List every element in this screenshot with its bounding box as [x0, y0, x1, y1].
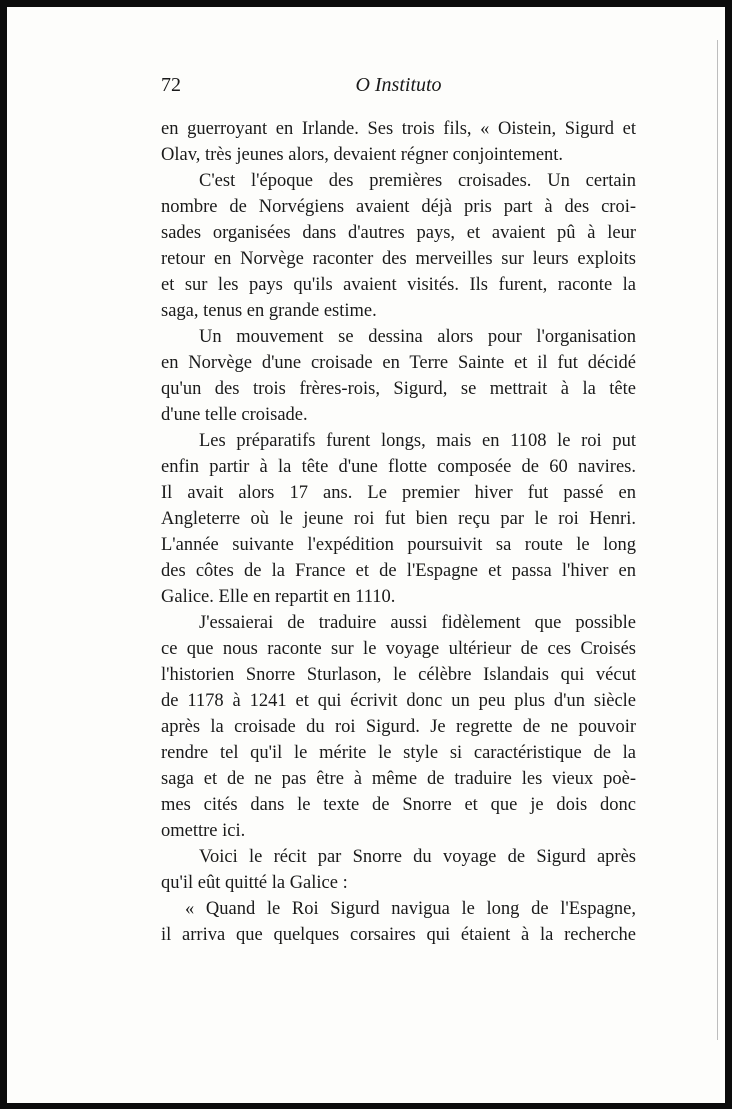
- text-line: en Norvège d'une croisade en Terre Sainte et il fut décidé: [161, 353, 636, 373]
- page-number: 72: [161, 74, 181, 96]
- text-line: saga, tenus en grande estime.: [161, 301, 377, 321]
- text-line: Un mouvement se dessina alors pour l'organisation: [199, 327, 636, 347]
- text-line: C'est l'époque des premières croisades. Un certain: [199, 171, 636, 191]
- text-line: ce que nous raconte sur le voyage ultérieur de ces Croisés: [161, 639, 636, 659]
- scan-border-right: [725, 0, 732, 1109]
- text-line: Angleterre où le jeune roi fut bien reçu par le roi Henri.: [161, 509, 636, 529]
- text-line: d'une telle croisade.: [161, 405, 308, 425]
- text-line: saga et de ne pas être à même de traduire les vieux poè-: [161, 769, 636, 789]
- page-header: [161, 74, 636, 102]
- text-line: rendre tel qu'il le mérite le style si caractéristique de la: [161, 743, 636, 763]
- text-line: des côtes de la France et de l'Espagne et passa l'hiver en: [161, 561, 636, 581]
- text-line: il arriva que quelques corsaires qui étaient à la recherche: [161, 925, 636, 945]
- text-line: qu'un des trois frères-rois, Sigurd, se mettrait à la tête: [161, 379, 636, 399]
- scan-border-bottom: [0, 1103, 732, 1109]
- text-line: J'essaierai de traduire aussi fidèlement que possible: [199, 613, 636, 633]
- running-title: O Instituto: [355, 74, 442, 96]
- text-line: de 1178 à 1241 et qui écrivit donc un peu plus d'un siècle: [161, 691, 636, 711]
- text-line: qu'il eût quitté la Galice :: [161, 873, 348, 893]
- text-line: « Quand le Roi Sigurd navigua le long de l'Espagne,: [185, 899, 636, 919]
- text-line: l'historien Snorre Sturlason, le célèbre Islandais qui vécut: [161, 665, 636, 685]
- text-line: en guerroyant en Irlande. Ses trois fils, « Oistein, Sigurd et: [161, 119, 636, 139]
- text-line: Voici le récit par Snorre du voyage de Sigurd après: [199, 847, 636, 867]
- text-line: retour en Norvège raconter des merveilles sur leurs exploits: [161, 249, 636, 269]
- scan-border-top: [0, 0, 732, 7]
- body-text: [161, 116, 636, 948]
- text-line: nombre de Norvégiens avaient déjà pris part à des croi-: [161, 197, 636, 217]
- text-line: sades organisées dans d'autres pays, et avaient pû à leur: [161, 223, 636, 243]
- text-line: enfin partir à la tête d'une flotte composée de 60 navires.: [161, 457, 636, 477]
- text-line: après la croisade du roi Sigurd. Je regrette de ne pouvoir: [161, 717, 636, 737]
- text-line: omettre ici.: [161, 821, 246, 841]
- text-line: Galice. Elle en repartit en 1110.: [161, 587, 396, 607]
- scan-border-left: [0, 0, 7, 1109]
- text-line: Olav, très jeunes alors, devaient régner conjointement.: [161, 145, 564, 165]
- page-edge-line: [717, 40, 718, 1040]
- text-line: Il avait alors 17 ans. Le premier hiver fut passé en: [161, 483, 636, 503]
- text-line: mes cités dans le texte de Snorre et que je dois donc: [161, 795, 636, 815]
- text-line: et sur les pays qu'ils avaient visités. Ils furent, raconte la: [161, 275, 636, 295]
- text-line: L'année suivante l'expédition poursuivit sa route le long: [161, 535, 636, 555]
- text-line: Les préparatifs furent longs, mais en 1108 le roi put: [199, 431, 636, 451]
